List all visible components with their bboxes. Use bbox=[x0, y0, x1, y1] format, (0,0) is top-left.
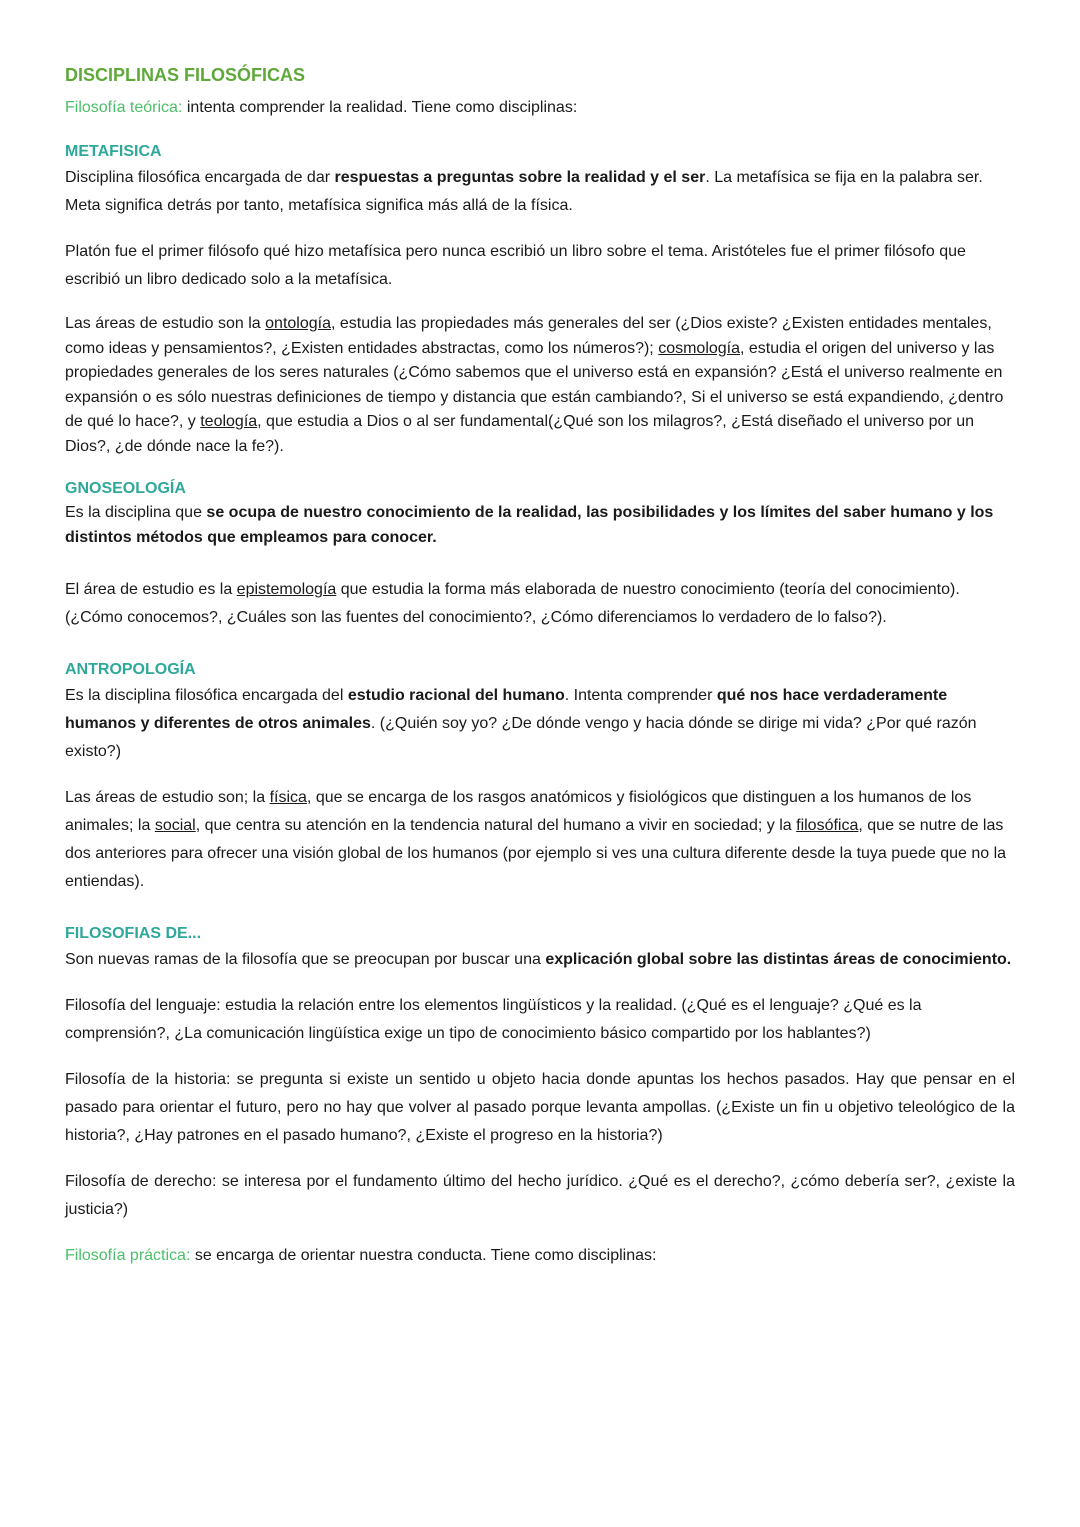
text-run: Las áreas de estudio son la bbox=[65, 315, 266, 332]
text-run: . La metafísica se fija en la palabra ser. Meta significa detrás por tanto, metafísica significa más allá de la física. bbox=[65, 169, 983, 214]
heading-antropologia: ANTROPOLOGÍA bbox=[65, 661, 196, 678]
underlined-term: ontología bbox=[265, 315, 331, 332]
document-title: DISCIPLINAS FILOSÓFICAS bbox=[65, 65, 306, 85]
text-run: , que estudia a Dios o al ser fundamental(¿Qué son los milagros?, ¿Está diseñado el universo por un Dios?, ¿de dónde nace la fe?). bbox=[65, 413, 974, 455]
underlined-term: física bbox=[269, 789, 307, 806]
underlined-term: cosmología bbox=[658, 339, 741, 357]
antropologia-paragraph-1 bbox=[65, 682, 1015, 766]
text-run: , estudia el origen del universo y las propiedades generales de los seres naturales (¿Cómo sabemos que el universo está en expansión? ¿Está el universo realmente en expansión o es sólo nuestras definiciones de tiempo y distancia que están cambiando?, Si el universo se está expandiendo, ¿dentro de qué lo hace?, y bbox=[65, 339, 1004, 430]
intro-paragraph bbox=[65, 94, 1015, 122]
text-run: . Intenta comprender bbox=[564, 687, 717, 704]
metafisica-paragraph-1 bbox=[65, 164, 1015, 220]
bold-run: respuestas a preguntas sobre la realidad y el ser bbox=[334, 169, 706, 186]
text-run: , que se nutre de las dos anteriores para ofrecer una visión global de los humanos (por ejemplo si ves una cultura diferente desde la tuya puede que no la entiendas). bbox=[65, 817, 1007, 890]
heading-metafisica: METAFISICA bbox=[65, 143, 162, 160]
underlined-term: social bbox=[154, 817, 196, 834]
bold-run: qué nos hace verdaderamente humanos y diferentes de otros animales bbox=[65, 687, 948, 732]
bold-run: estudio racional del humano bbox=[347, 687, 565, 704]
bold-run: explicación global sobre las distintas áreas de conocimiento. bbox=[545, 951, 1012, 968]
filosofia-historia-paragraph: Filosofía de la historia: se pregunta si existe un sentido u objeto hacia donde apuntas los hechos pasados. Hay que pensar en el pasado para orientar el futuro, pero no hay que volver al pasado porque levanta ampollas. (¿Existe un fin u objetivo teleológico de la historia?, ¿Hay patrones en el pasado humano?, ¿Existe el progreso en la historia?) bbox=[65, 1071, 1015, 1144]
antropologia-paragraph-2 bbox=[65, 784, 1015, 896]
intro-label: Filosofía teórica: bbox=[65, 99, 183, 116]
metafisica-paragraph-2: Platón fue el primer filósofo qué hizo metafísica pero nunca escribió un libro sobre el tema. Aristóteles fue el primer filósofo que escribió un libro dedicado solo a la metafísica. bbox=[65, 243, 966, 288]
text-run: Es la disciplina filosófica encargada del bbox=[65, 687, 348, 704]
document-page bbox=[65, 62, 1015, 1270]
metafisica-paragraph-3 bbox=[65, 312, 1015, 459]
text-run: , que centra su atención en la tendencia natural del humano a vivir en sociedad; y la bbox=[195, 817, 797, 834]
text-run: Las áreas de estudio son; la bbox=[65, 789, 270, 806]
filosofia-lenguaje-paragraph: Filosofía del lenguaje: estudia la relación entre los elementos lingüísticos y la realidad. (¿Qué es el lenguaje? ¿Qué es la comprensión?, ¿La comunicación lingüística exige un tipo de conocimiento básico compartido por los hablantes?) bbox=[65, 997, 922, 1042]
text-run: que estudia la forma más elaborada de nuestro conocimiento (teoría del conocimiento). (¿Cómo conocemos?, ¿Cuáles son las fuentes del conocimiento?, ¿Cómo diferenciamos lo verdadero de lo falso?). bbox=[65, 581, 960, 626]
practica-paragraph bbox=[65, 1242, 1015, 1270]
intro-text: intenta comprender la realidad. Tiene como disciplinas: bbox=[182, 99, 578, 116]
filosofia-derecho-paragraph: Filosofía de derecho: se interesa por el fundamento último del hecho jurídico. ¿Qué es el derecho?, ¿cómo debería ser?, ¿existe la justicia?) bbox=[65, 1173, 1015, 1218]
text-run: Son nuevas ramas de la filosofía que se preocupan por buscar una bbox=[65, 951, 546, 968]
bold-run: se ocupa de nuestro conocimiento de la realidad, las posibilidades y los límites del saber humano y los distintos métodos que empleamos para conocer. bbox=[65, 504, 994, 546]
text-run: . (¿Quién soy yo? ¿De dónde vengo y hacia dónde se dirige mi vida? ¿Por qué razón existo?) bbox=[65, 715, 977, 760]
heading-filosofias-de: FILOSOFIAS DE... bbox=[65, 925, 202, 942]
gnoseologia-paragraph-2 bbox=[65, 576, 1015, 632]
text-run: Es la disciplina que bbox=[65, 504, 207, 521]
underlined-term: epistemología bbox=[236, 581, 337, 598]
text-run: Disciplina filosófica encargada de dar bbox=[65, 169, 335, 186]
underlined-term: teología bbox=[200, 413, 258, 430]
underlined-term: filosófica bbox=[796, 817, 859, 834]
text-run: , estudia las propiedades más generales del ser (¿Dios existe? ¿Existen entidades mentales, como ideas y pensamientos?, ¿Existen entidades abstractas, como los números?); bbox=[65, 315, 992, 357]
heading-gnoseologia: GNOSEOLOGÍA bbox=[65, 480, 186, 497]
practica-text: se encarga de orientar nuestra conducta. Tiene como disciplinas: bbox=[190, 1247, 657, 1264]
practica-label: Filosofía práctica: bbox=[65, 1247, 191, 1264]
gnoseologia-paragraph-1 bbox=[65, 501, 1015, 550]
text-run: , que se encarga de los rasgos anatómicos y fisiológicos que distinguen a los humanos de los animales; la bbox=[65, 789, 972, 834]
text-run: El área de estudio es la bbox=[65, 581, 237, 598]
filosofias-paragraph-1 bbox=[65, 946, 1015, 974]
